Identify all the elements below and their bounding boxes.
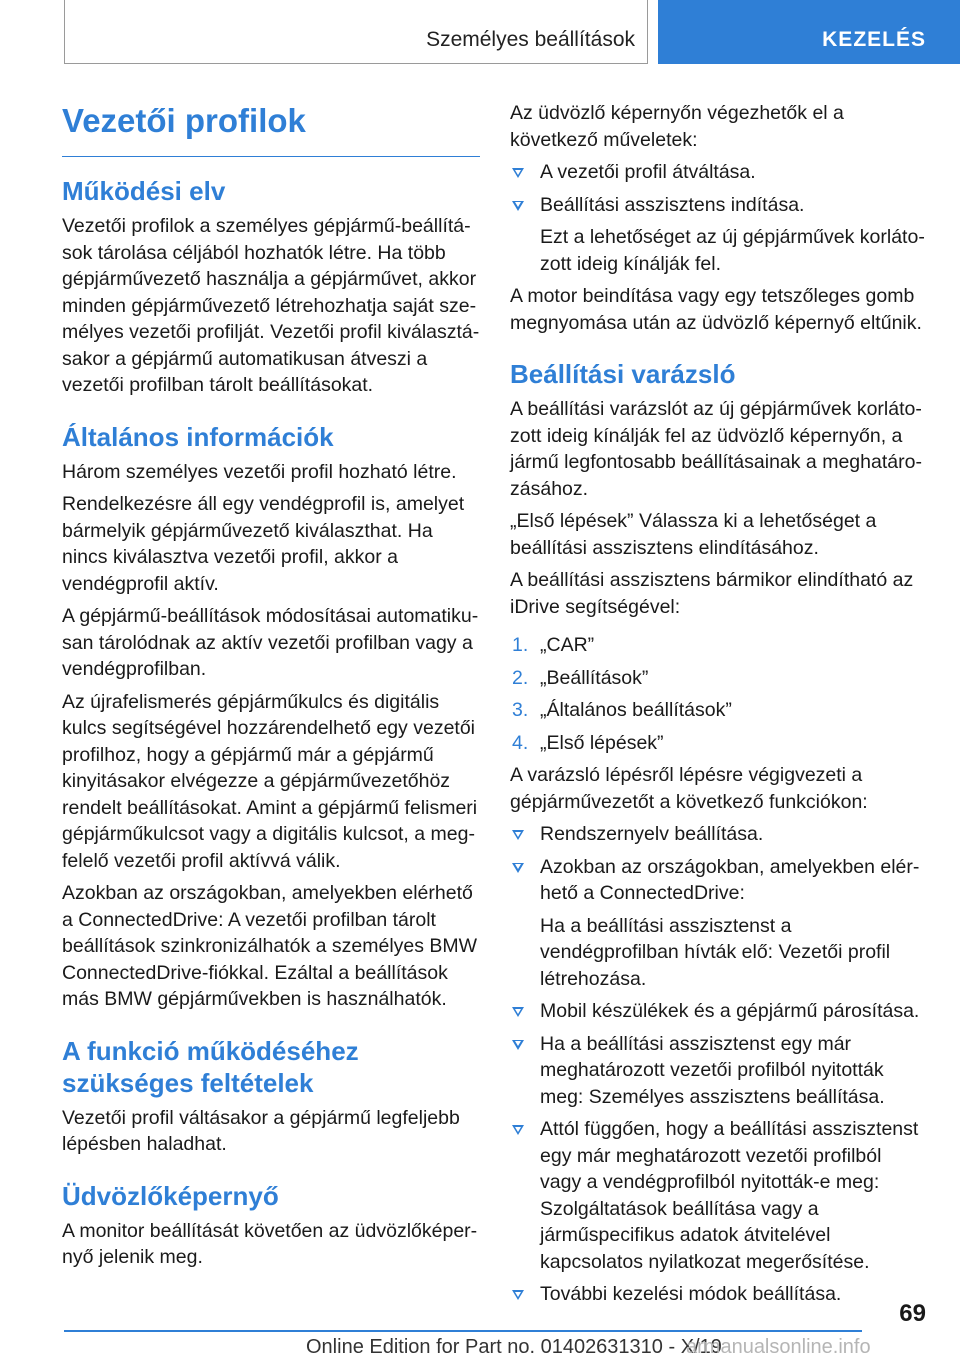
bullet-list-wizard-cont [510,998,928,1308]
step-item [510,697,928,724]
triangle-bullet-icon [512,830,524,840]
paragraph-altalanos-4: Az újrafelismerés gépjárműkulcs és digitális kulcs segítségével hozzárendelhető egy vezetői profilhoz, hogy a gépjármű már a gépjármű kinyitásakor elvégezze a gépjárművezetőhöz rendelt beállításokat. Amint a gépjármű felismeri gépjárműkulcsot vagy a digitális kulcsot, a megfelelő vezetői profil aktívvá válik. [62,690,478,872]
paragraph-altalanos-1: Három személyes vezetői profil hozható létre. [62,460,457,483]
step-text: „Általános beállítások” [540,699,732,721]
heading-beallitasi-varazslo: Beállítási varázsló [510,359,736,389]
watermark: armanualsonline.info [686,1336,871,1358]
paragraph-altalanos-2: Rendelkezésre áll egy vendégprofil is, amelyet bármelyik gépjárművezető kiválaszthat. Ha nincs kiválasztva vezetői profil, akkor a vendégprofil aktív. [62,493,465,595]
list-item [510,1281,928,1308]
triangle-bullet-icon [512,1290,524,1300]
list-item-text: Attól függően, hogy a beállítási asszisztenst egy már meghatározott vezetői profilból vagy a vendégprofilból nyitották-e meg: Szolgáltatások beállítása vagy a járműspecifikus adatok átvitelével kapcsolatos nyilatkozat megerősítése. [540,1118,919,1273]
triangle-bullet-icon [512,201,524,211]
list-item [510,1116,928,1275]
step-text: „Beállítások” [540,666,649,689]
triangle-bullet-icon [512,168,524,178]
paragraph-funkcio: Vezetői profil váltásakor a gépjármű legfeljebb lépésben haladhat. [62,1106,460,1155]
list-item [510,192,928,219]
list-item [510,854,928,907]
paragraph-mukodesi-elv: Vezetői profilok a személyes gépjármű-beállítások tárolása céljából hozhatók létre. Ha több gépjárművezető használja a gépjárművet, akkor minden gépjárművezető létrehozhatja saját személyes vezetői profilját. Vezetői profil kiválasztásakor a gépjármű automatikusan átveszi a vezetői profilban tárolt beállításokat. [62,215,480,396]
paragraph-udvozlokepernyo: A monitor beállítását követően az üdvözlőképernyő jelenik meg. [62,1219,478,1268]
bullet-list-wizard [510,821,928,907]
heading-udvozlokepernyo: Üdvözlőképernyő [62,1180,279,1211]
list-item [510,998,928,1025]
right-column [510,100,928,1308]
step-number: 2. [512,666,529,689]
header-chapter-title: KEZELÉS [822,28,926,51]
sub-paragraph-guest: Ha a beállítási asszisztenst a vendégprofilban hívták elő: Vezetői profil létrehozása. [540,914,891,990]
paragraph-altalanos-5: Azokban az országokban, amelyekben elérhető a ConnectedDrive: A vezetői profilban tárolt beállítások szinkronizálhatók a személyes BMW ConnectedDrive-fiókkal. Ezáltal a beállítások más BMW gépjárművekben is használhatók. [62,882,478,1010]
bullet-list-welcome [510,159,928,218]
heading-mukodesi-elv: Működési elv [62,176,226,206]
list-item-text: Mobil készülékek és a gépjármű párosítása. [540,1000,920,1022]
footer-edition: Online Edition for Part no. 01402631310 - X/19 [306,1336,722,1358]
list-item [510,821,928,848]
header-section-box [64,0,648,64]
step-text: „CAR” [540,634,595,656]
paragraph-varazslo-2: „Első lépések” Válassza ki a lehetőséget a beállítási asszisztens elindításához. [510,510,877,559]
left-column [62,96,480,1271]
header-chapter-box [658,0,960,64]
list-item [510,1031,928,1111]
heading-funkcio-feltetelek: A funkció működéséhez szükséges feltételek [62,1035,359,1098]
list-item-text: Rendszernyelv beállítása. [540,823,764,845]
paragraph-altalanos-3: A gépjármű-beállítások módosításai automatikusan tárolódnak az aktív vezetői profilban vagy a vendégprofilban. [62,605,479,680]
step-item [510,665,928,692]
triangle-bullet-icon [512,1125,524,1135]
step-item [510,632,928,659]
step-number: 4. [512,731,529,754]
step-item [510,730,928,757]
list-item-text: Azokban az országokban, amelyekben elérhető a ConnectedDrive: [540,855,920,904]
paragraph-varazslo-1: A beállítási varázslót az új gépjárművek korlátozott ideig kínálják fel az üdvözlő képernyőn, a jármű legfontosabb beállításainak a meghatározásához. [510,398,922,500]
list-item-text: A vezetői profil átváltása. [540,161,756,183]
paragraph-varazslo-4: A varázsló lépésről lépésre végigvezeti a gépjárművezetőt a következő funkciókon: [510,764,868,813]
header-section-title: Személyes beállítások [426,28,635,51]
paragraph-intro: Az üdvözlő képernyőn végezhetők el a következő műveletek: [510,102,844,151]
paragraph-varazslo-3: A beállítási asszisztens bármikor elindítható az iDrive segítségével: [510,569,914,618]
page-title: Vezetői profilok [62,102,480,157]
list-item-text: Beállítási asszisztens indítása. [540,193,805,216]
list-item [510,159,928,186]
list-item-text: Ha a beállítási asszisztenst egy már meghatározott vezetői profilból nyitották meg: Személyes asszisztens beállítása. [540,1032,885,1108]
footer-divider [64,1330,862,1332]
step-number: 3. [512,699,529,721]
step-text: „Első lépések” [540,731,664,754]
paragraph-motor: A motor beindítása vagy egy tetszőleges gomb megnyomása után az üdvözlő képernyő eltűnik. [510,285,922,334]
list-item-text: További kezelési módok beállítása. [540,1283,842,1305]
step-number: 1. [512,634,529,656]
sub-paragraph-assistant: Ezt a lehetőséget az új gépjárművek korlátozott ideig kínálják fel. [540,226,925,275]
triangle-bullet-icon [512,1040,524,1050]
triangle-bullet-icon [512,863,524,873]
page-number: 69 [899,1300,926,1327]
heading-altalanos-informaciok: Általános információk [62,421,334,452]
numbered-steps [510,632,928,756]
triangle-bullet-icon [512,1007,524,1017]
